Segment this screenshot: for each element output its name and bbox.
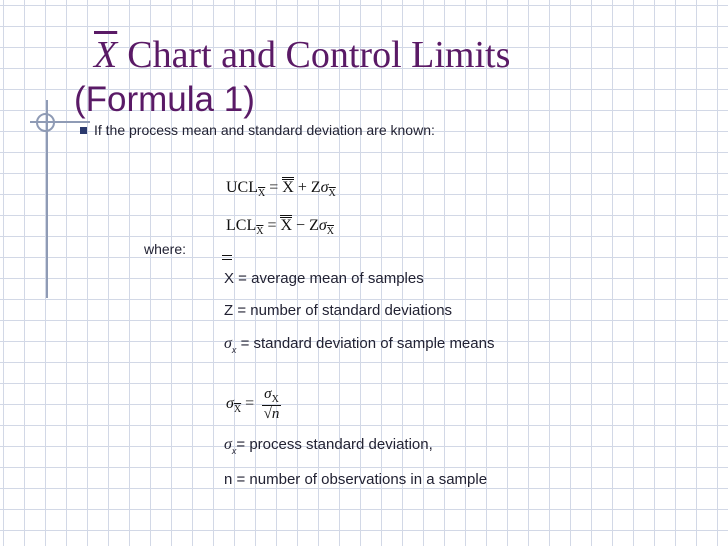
ucl-grand-mean: X xyxy=(282,179,294,196)
ucl-subscript: X xyxy=(258,188,266,199)
def-z xyxy=(224,302,452,319)
decor-circle xyxy=(36,113,55,132)
sigma-formula-lhs: σ xyxy=(226,395,234,413)
lcl-minus: − xyxy=(296,217,306,234)
title-xbar-symbol: X xyxy=(94,34,118,76)
lcl-grand-mean: X xyxy=(280,217,293,234)
sigma-formula-lhs-sub: X xyxy=(233,404,242,416)
def-z-symbol: Z xyxy=(224,302,234,319)
def-sigma-xbar-sub: x xyxy=(231,345,237,355)
bullet-square-icon xyxy=(80,127,87,134)
sigma-xbar-formula xyxy=(226,386,281,423)
lcl-formula xyxy=(226,215,334,237)
def-grand-mean-text: = average mean of samples xyxy=(234,270,424,287)
def-sigma-xbar xyxy=(224,335,494,355)
where-label: where: xyxy=(144,241,187,257)
def-grand-mean xyxy=(224,270,424,287)
ucl-plus: + xyxy=(297,179,307,196)
lcl-subscript: X xyxy=(256,226,264,237)
lcl-label: LCL xyxy=(226,217,257,234)
ucl-z: Z xyxy=(310,179,321,196)
ucl-formula xyxy=(226,177,336,199)
bullet-text: If the process mean and standard deviation are known: xyxy=(94,122,435,138)
def-sigma-process xyxy=(224,436,433,456)
def-sigma-process-text: = process standard deviation, xyxy=(236,436,433,453)
sigma-formula-denominator: √n xyxy=(263,406,280,422)
sigma-formula-num-sigma: σ xyxy=(264,386,272,402)
def-sigma-process-symbol: σ xyxy=(224,436,232,453)
sigma-formula-numerator xyxy=(262,386,281,406)
def-sigma-xbar-symbol: σ xyxy=(224,335,232,352)
lcl-sigma-subscript: X xyxy=(326,226,334,237)
sigma-formula-equals: = xyxy=(245,395,255,413)
def-grand-mean-symbol: X xyxy=(224,270,235,287)
double-bar-mark xyxy=(222,255,232,260)
def-n: n = number of observations in a sample xyxy=(224,471,488,488)
title-line2: (Formula 1) xyxy=(74,80,255,119)
def-sigma-process-sub: x xyxy=(231,446,237,456)
def-sigma-xbar-text: = standard deviation of sample means xyxy=(240,335,495,352)
bullet-item xyxy=(80,122,435,138)
ucl-label: UCL xyxy=(226,179,258,196)
lcl-equals: = xyxy=(267,217,277,234)
ucl-sigma-subscript: X xyxy=(328,188,336,199)
lcl-sigma: σ xyxy=(318,217,327,234)
sigma-formula-num-sub: X xyxy=(271,394,279,405)
sigma-formula-fraction xyxy=(262,386,281,423)
ucl-equals: = xyxy=(269,179,279,196)
slide-title xyxy=(74,33,694,122)
title-line1: Chart and Control Limits xyxy=(127,34,511,76)
ucl-sigma: σ xyxy=(320,179,329,196)
def-z-text: = number of standard deviations xyxy=(233,302,453,319)
lcl-z: Z xyxy=(309,217,319,234)
